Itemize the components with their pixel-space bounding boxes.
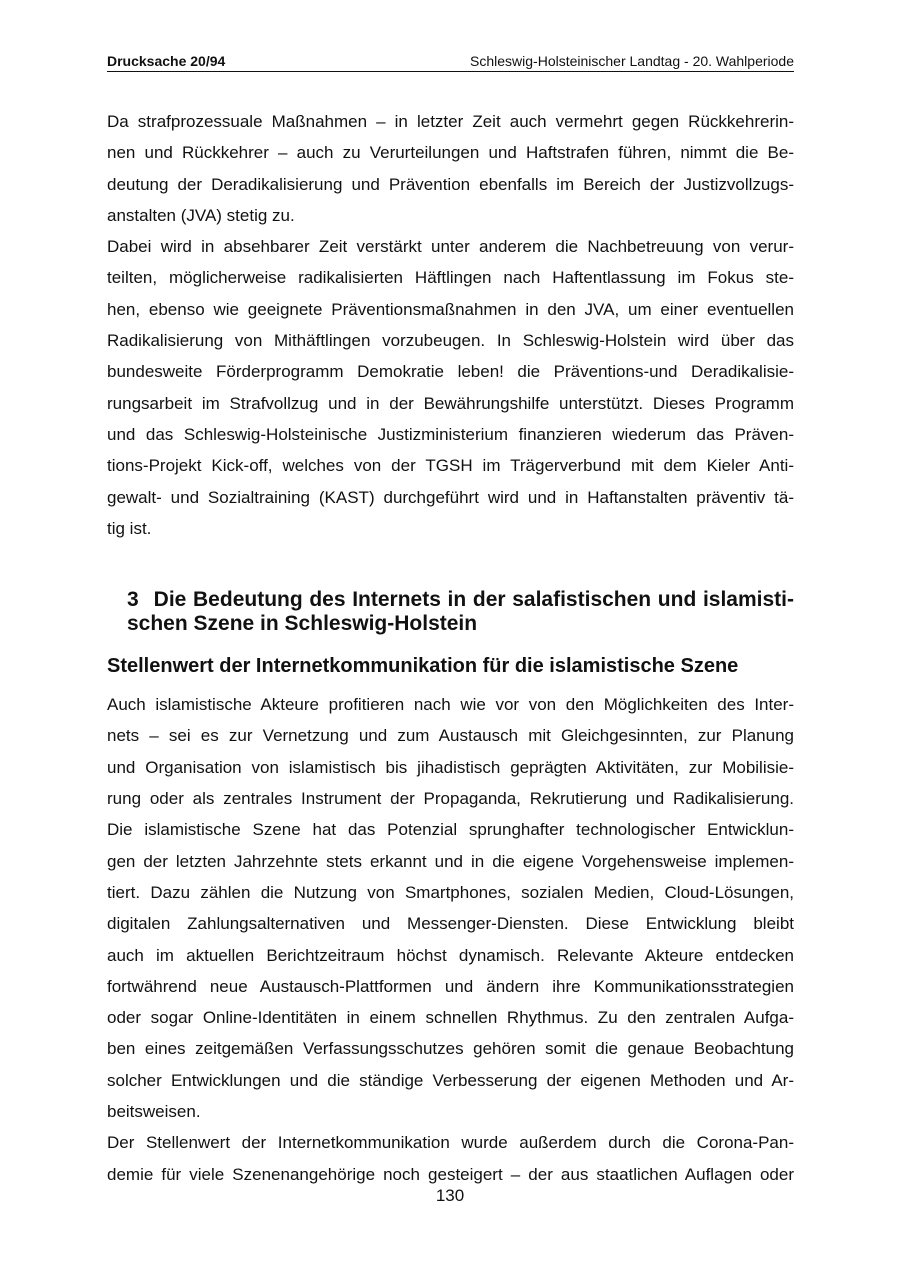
text-line: Dabei wird in absehbarer Zeit verstärkt unter anderem die Nachbetreuung von verur- [107,237,794,257]
text-line: nets – sei es zur Vernetzung und zum Austausch mit Gleichgesinnten, zur Planung [107,726,794,746]
text-line: deutung der Deradikalisierung und Prävention ebenfalls im Bereich der Justizvollzugs- [107,174,794,194]
text-line: gen der letzten Jahrzehnte stets erkannt und in die eigene Vorgehensweise implemen- [107,851,794,871]
text-line: auch im aktuellen Berichtzeitraum höchst dynamisch. Relevante Akteure entdecken [107,945,794,965]
section-paragraph-2 [107,1127,794,1190]
text-line: Die islamistische Szene hat das Potenzial sprunghafter technologischer Entwicklun- [107,820,794,840]
section-heading [107,588,794,636]
intro-paragraph-1 [107,106,794,231]
section-title-line-2: schen Szene in Schleswig-Holstein [127,612,478,636]
section-paragraph-1 [107,689,794,1127]
page-number: 130 [435,1186,465,1205]
text-line: und das Schleswig-Holsteinische Justizministerium finanzieren wiederum das Präven- [107,424,794,444]
text-line: Auch islamistische Akteure profitieren nach wie vor von den Möglichkeiten des Inter- [107,695,794,715]
text-line: tions-Projekt Kick-off, welches von der TGSH im Trägerverbund mit dem Kieler Anti- [107,456,794,476]
text-line: oder sogar Online-Identitäten in einem schnellen Rhythmus. Zu den zentralen Aufga- [107,1008,794,1028]
text-line: beitsweisen. [107,1102,201,1122]
text-line: nen und Rückkehrer – auch zu Verurteilungen und Haftstrafen führen, nimmt die Be- [107,143,794,163]
section-heading-line-1 [127,588,794,612]
text-line: Radikalisierung von Mithäftlingen vorzubeugen. In Schleswig-Holstein wird über das [107,331,794,351]
intro-text [107,106,794,544]
text-line: digitalen Zahlungsalternativen und Messenger-Diensten. Diese Entwicklung bleibt [107,914,794,934]
text-line: und Organisation von islamistisch bis jihadistisch geprägten Aktivitäten, zur Mobilisie- [107,757,794,777]
text-line: teilten, möglicherweise radikalisierten Häftlingen nach Haftentlassung im Fokus ste- [107,268,794,288]
parliament-title: Schleswig-Holsteinischer Landtag - 20. Wahlperiode [470,53,794,69]
text-line: fortwährend neue Austausch-Plattformen und ändern ihre Kommunikationsstrategien [107,976,794,996]
text-line: demie für viele Szenenangehörige noch gesteigert – der aus staatlichen Auflagen oder [107,1164,794,1184]
text-line: tig ist. [107,518,152,538]
text-line: bundesweite Förderprogramm Demokratie leben! die Präventions-und Deradikalisie- [107,362,794,382]
subsection-heading: Stellenwert der Internetkommunikation für die islamistische Szene [107,655,739,678]
text-line: rungsarbeit im Strafvollzug und in der Bewährungshilfe unterstützt. Dieses Programm [107,393,794,413]
section-title-line-1: Die Bedeutung des Internets in der salafistischen und islamisti- [153,588,794,612]
section-text [107,689,794,1190]
text-line: solcher Entwicklungen und die ständige Verbesserung der eigenen Methoden und Ar- [107,1070,794,1090]
intro-paragraph-2 [107,231,794,544]
document-page [107,52,794,1190]
document-number: Drucksache 20/94 [107,53,226,69]
text-line: gewalt- und Sozialtraining (KAST) durchgeführt wird und in Haftanstalten präventiv tä- [107,487,794,507]
text-line: Der Stellenwert der Internetkommunikation wurde außerdem durch die Corona-Pan- [107,1133,794,1153]
text-line: Da strafprozessuale Maßnahmen – in letzter Zeit auch vermehrt gegen Rückkehrerin- [107,112,794,131]
text-line: anstalten (JVA) stetig zu. [107,205,295,225]
text-line: hen, ebenso wie geeignete Präventionsmaßnahmen in den JVA, um einer eventuellen [107,299,794,319]
text-line: rung oder als zentrales Instrument der Propaganda, Rekrutierung und Radikalisierung. [107,789,794,809]
text-line: ben eines zeitgemäßen Verfassungsschutzes gehören somit die genaue Beobachtung [107,1039,794,1059]
section-number: 3 [127,588,139,612]
text-line: tiert. Dazu zählen die Nutzung von Smartphones, sozialen Medien, Cloud-Lösungen, [107,882,794,902]
page-header [107,52,794,72]
